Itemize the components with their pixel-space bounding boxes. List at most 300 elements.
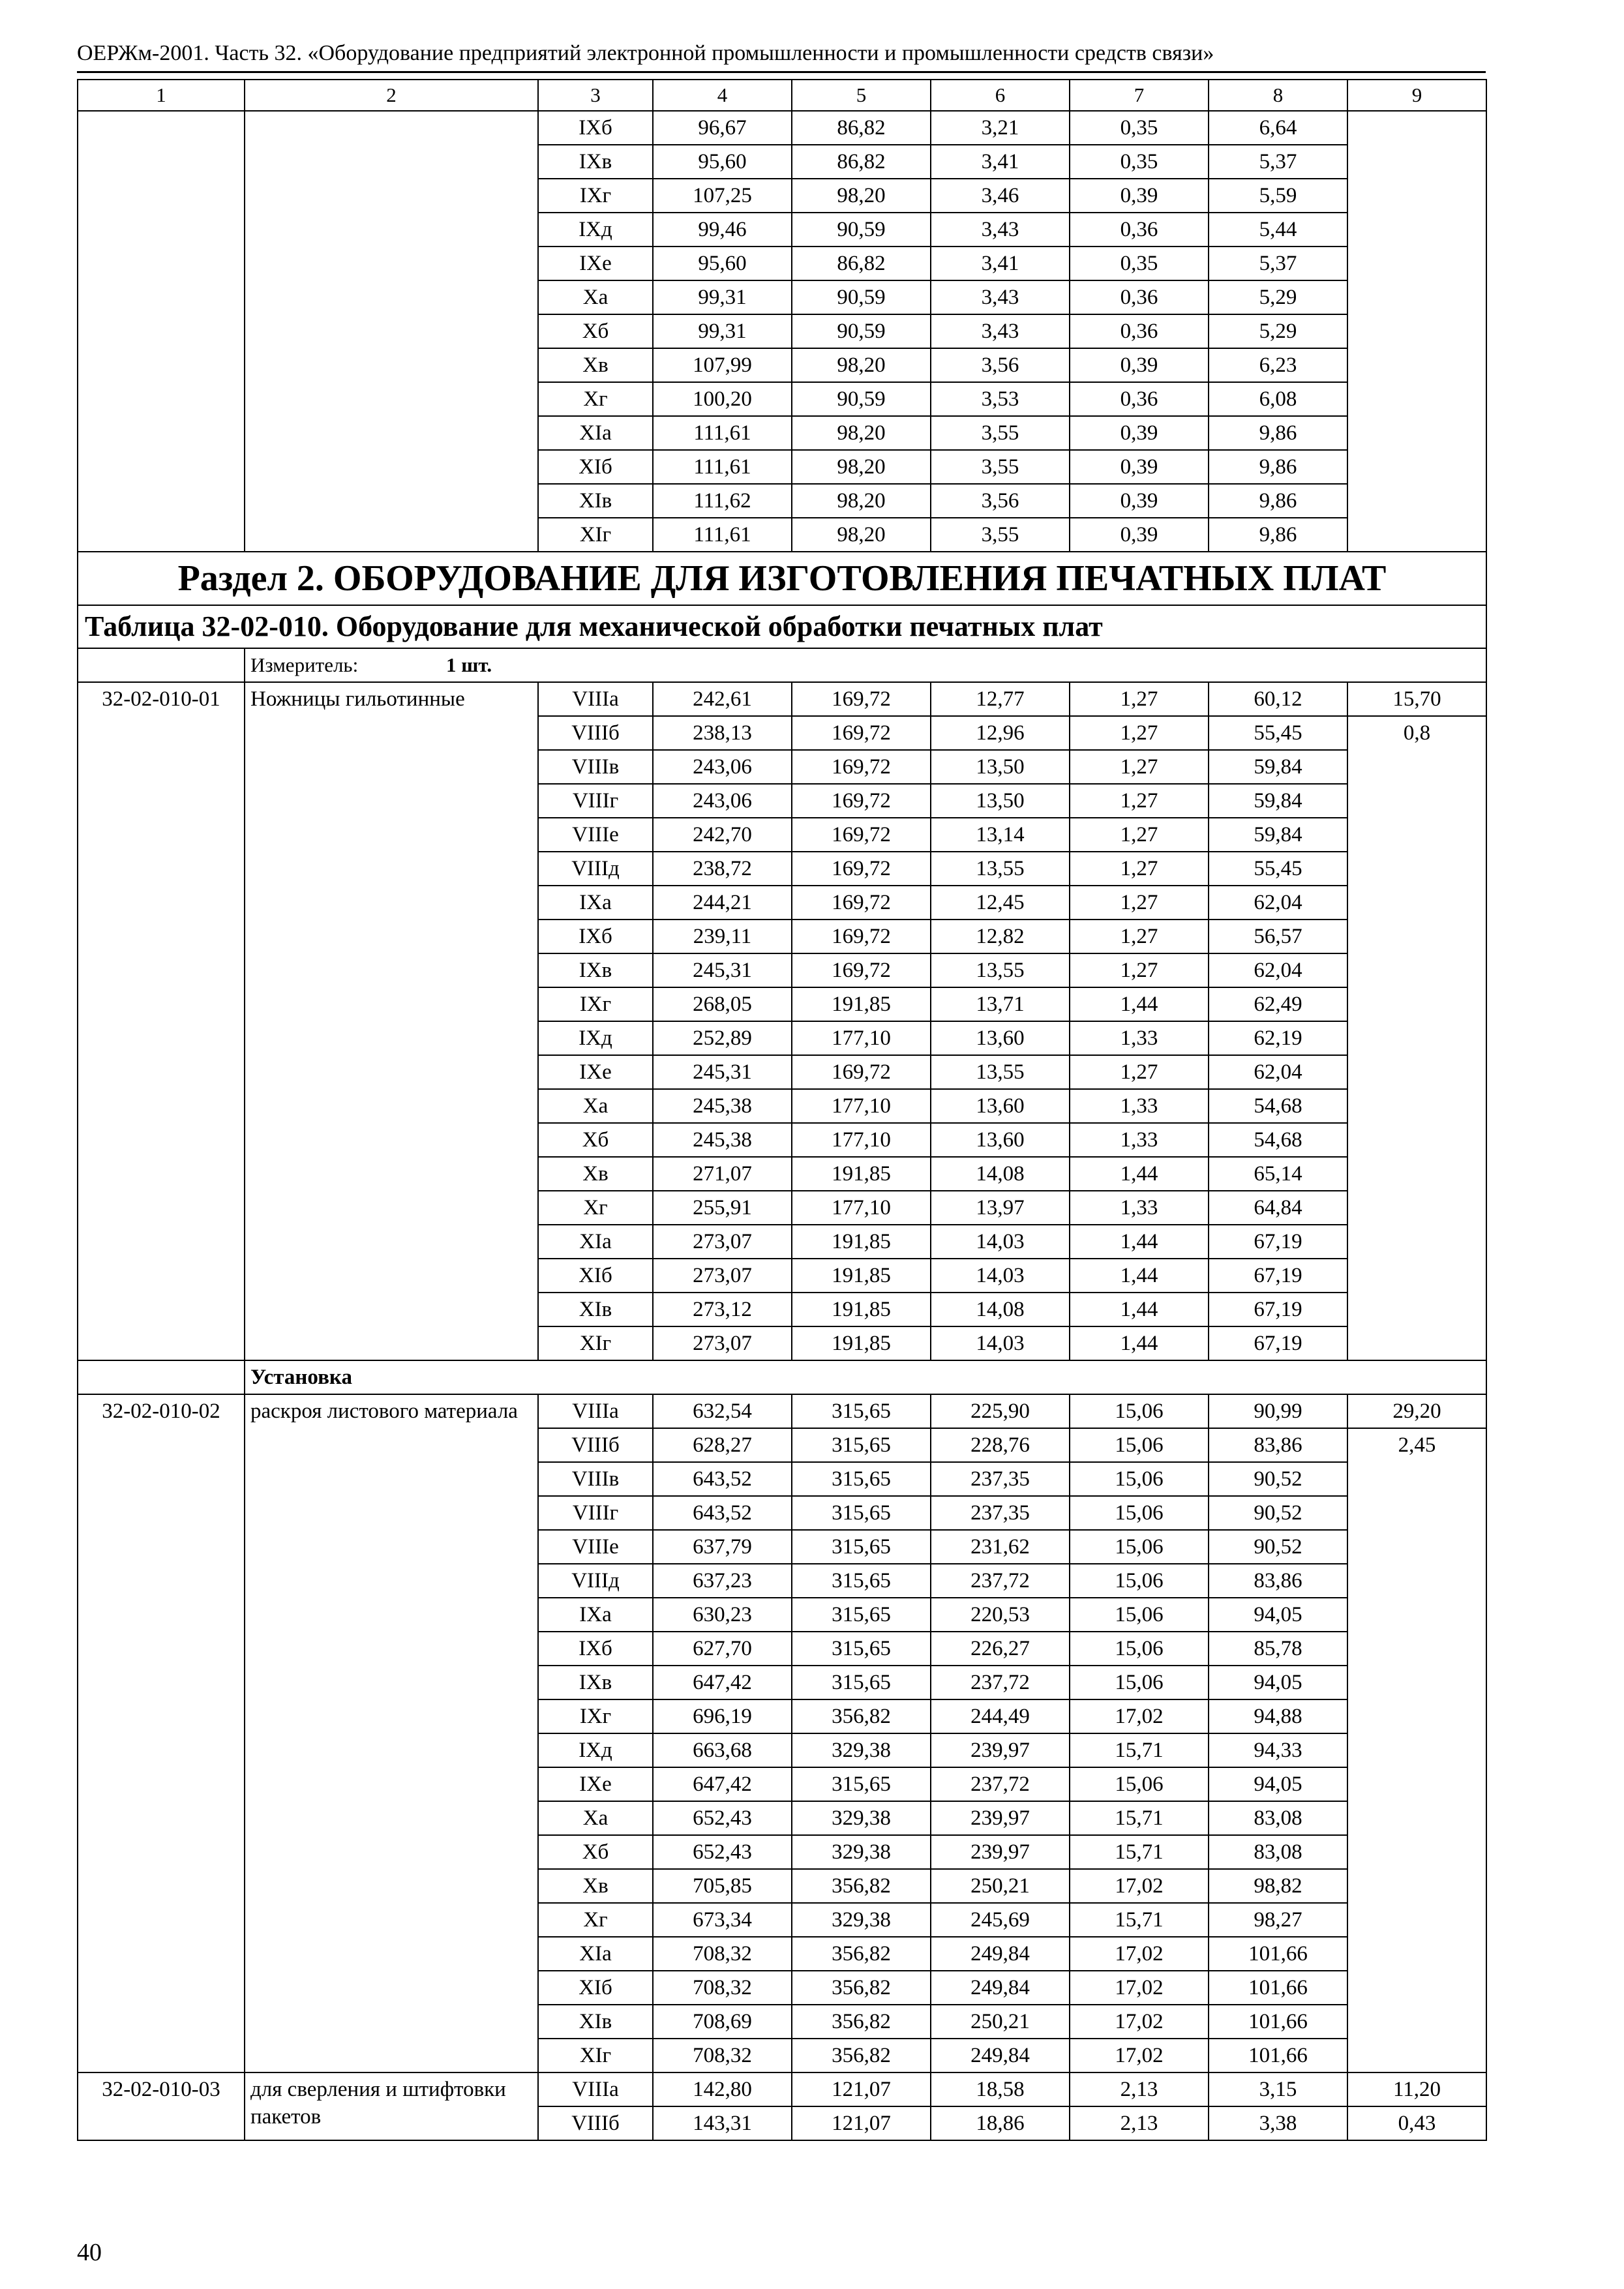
value-cell: 65,14 bbox=[1209, 1157, 1347, 1191]
value-cell: 9,86 bbox=[1209, 518, 1347, 552]
value-cell: 3,43 bbox=[931, 213, 1070, 247]
value-cell: 1,27 bbox=[1070, 682, 1209, 716]
value-cell: 0,39 bbox=[1070, 348, 1209, 382]
value-cell: 1,33 bbox=[1070, 1123, 1209, 1157]
value-cell: 15,06 bbox=[1070, 1598, 1209, 1632]
value-cell: 169,72 bbox=[792, 886, 931, 920]
table-title: Таблица 32-02-010. Оборудование для механической обработки печатных плат bbox=[78, 605, 1486, 648]
value-cell: 14,03 bbox=[931, 1326, 1070, 1360]
value-cell: 95,60 bbox=[653, 145, 792, 179]
value-cell: 1,44 bbox=[1070, 1225, 1209, 1259]
value-cell: 245,69 bbox=[931, 1903, 1070, 1937]
measure-label: Измеритель: bbox=[250, 653, 359, 676]
value-cell: 17,02 bbox=[1070, 1869, 1209, 1903]
value-cell: 239,97 bbox=[931, 1801, 1070, 1835]
value-cell: 94,05 bbox=[1209, 1767, 1347, 1801]
value-cell: 5,44 bbox=[1209, 213, 1347, 247]
value-cell: 273,12 bbox=[653, 1293, 792, 1326]
value-cell: 228,76 bbox=[931, 1428, 1070, 1462]
value-cell: 96,67 bbox=[653, 111, 792, 145]
measure-cell bbox=[245, 648, 1486, 682]
value-cell: 356,82 bbox=[792, 1869, 931, 1903]
value-cell: 315,65 bbox=[792, 1598, 931, 1632]
value-cell: 3,15 bbox=[1209, 2072, 1347, 2106]
value-cell: 15,71 bbox=[1070, 1835, 1209, 1869]
value-cell: 255,91 bbox=[653, 1191, 792, 1225]
zone-cell: IXг bbox=[538, 179, 653, 213]
zone-cell: IXб bbox=[538, 111, 653, 145]
value-cell: 15,06 bbox=[1070, 1767, 1209, 1801]
value-cell: 13,60 bbox=[931, 1089, 1070, 1123]
value-cell: 13,97 bbox=[931, 1191, 1070, 1225]
value-cell: 90,59 bbox=[792, 280, 931, 314]
value-cell: 238,72 bbox=[653, 852, 792, 886]
value-cell: 6,08 bbox=[1209, 382, 1347, 416]
value-cell: 14,08 bbox=[931, 1293, 1070, 1326]
value-cell: 94,33 bbox=[1209, 1733, 1347, 1767]
value-cell: 9,86 bbox=[1209, 484, 1347, 518]
labor-extra-1: 29,20 bbox=[1347, 1394, 1486, 1428]
value-cell: 315,65 bbox=[792, 1496, 931, 1530]
value-cell: 12,77 bbox=[931, 682, 1070, 716]
column-number: 8 bbox=[1209, 80, 1347, 111]
zone-cell: VIIIа bbox=[538, 2072, 653, 2106]
value-cell: 0,35 bbox=[1070, 145, 1209, 179]
labor-extra-1: 11,20 bbox=[1347, 2072, 1486, 2106]
zone-cell: VIIIв bbox=[538, 750, 653, 784]
value-cell: 67,19 bbox=[1209, 1326, 1347, 1360]
value-cell: 271,07 bbox=[653, 1157, 792, 1191]
value-cell: 191,85 bbox=[792, 987, 931, 1021]
zone-cell: XIа bbox=[538, 416, 653, 450]
value-cell: 237,72 bbox=[931, 1767, 1070, 1801]
value-cell: 1,33 bbox=[1070, 1089, 1209, 1123]
value-cell: 111,61 bbox=[653, 450, 792, 484]
value-cell: 0,36 bbox=[1070, 314, 1209, 348]
value-cell: 3,41 bbox=[931, 247, 1070, 280]
value-cell: 111,62 bbox=[653, 484, 792, 518]
value-cell: 13,50 bbox=[931, 750, 1070, 784]
value-cell: 315,65 bbox=[792, 1428, 931, 1462]
value-cell: 14,03 bbox=[931, 1259, 1070, 1293]
zone-cell: VIIIа bbox=[538, 682, 653, 716]
value-cell: 100,20 bbox=[653, 382, 792, 416]
section-row bbox=[78, 552, 1486, 605]
zone-cell: IXб bbox=[538, 1632, 653, 1666]
value-cell: 245,38 bbox=[653, 1123, 792, 1157]
value-cell: 90,52 bbox=[1209, 1530, 1347, 1564]
value-cell: 13,60 bbox=[931, 1021, 1070, 1055]
value-cell: 13,55 bbox=[931, 1055, 1070, 1089]
zone-cell: VIIIб bbox=[538, 2106, 653, 2140]
value-cell: 249,84 bbox=[931, 1971, 1070, 2005]
value-cell: 239,97 bbox=[931, 1835, 1070, 1869]
zone-cell: XIб bbox=[538, 1971, 653, 2005]
value-cell: 628,27 bbox=[653, 1428, 792, 1462]
zone-cell: VIIIг bbox=[538, 1496, 653, 1530]
value-cell: 99,31 bbox=[653, 280, 792, 314]
labor-extra-2: 0,43 bbox=[1347, 2106, 1486, 2140]
value-cell: 0,35 bbox=[1070, 111, 1209, 145]
value-cell: 315,65 bbox=[792, 1666, 931, 1699]
value-cell: 17,02 bbox=[1070, 1699, 1209, 1733]
value-cell: 647,42 bbox=[653, 1666, 792, 1699]
value-cell: 143,31 bbox=[653, 2106, 792, 2140]
value-cell: 90,52 bbox=[1209, 1496, 1347, 1530]
value-cell: 245,31 bbox=[653, 953, 792, 987]
value-cell: 62,04 bbox=[1209, 886, 1347, 920]
value-cell: 0,36 bbox=[1070, 382, 1209, 416]
value-cell: 169,72 bbox=[792, 784, 931, 818]
value-cell: 55,45 bbox=[1209, 852, 1347, 886]
value-cell: 708,32 bbox=[653, 1971, 792, 2005]
zone-cell: IXе bbox=[538, 1055, 653, 1089]
zone-cell: Xв bbox=[538, 1157, 653, 1191]
value-cell: 1,27 bbox=[1070, 886, 1209, 920]
value-cell: 55,45 bbox=[1209, 716, 1347, 750]
value-cell: 3,21 bbox=[931, 111, 1070, 145]
table-row bbox=[78, 111, 1486, 145]
page-header: ОЕРЖм-2001. Часть 32. «Оборудование предприятий электронной промышленности и промышленности средств связи» bbox=[77, 41, 1214, 65]
value-cell: 231,62 bbox=[931, 1530, 1070, 1564]
value-cell: 708,32 bbox=[653, 2039, 792, 2072]
value-cell: 17,02 bbox=[1070, 1971, 1209, 2005]
value-cell: 663,68 bbox=[653, 1733, 792, 1767]
value-cell: 1,33 bbox=[1070, 1021, 1209, 1055]
value-cell: 191,85 bbox=[792, 1259, 931, 1293]
value-cell: 90,59 bbox=[792, 382, 931, 416]
column-number: 3 bbox=[538, 80, 653, 111]
value-cell: 83,08 bbox=[1209, 1835, 1347, 1869]
value-cell: 356,82 bbox=[792, 1971, 931, 2005]
value-cell: 647,42 bbox=[653, 1767, 792, 1801]
value-cell: 67,19 bbox=[1209, 1259, 1347, 1293]
value-cell: 12,96 bbox=[931, 716, 1070, 750]
value-cell: 1,44 bbox=[1070, 1326, 1209, 1360]
value-cell: 111,61 bbox=[653, 518, 792, 552]
code-cell bbox=[78, 111, 245, 552]
value-cell: 98,20 bbox=[792, 518, 931, 552]
value-cell: 0,36 bbox=[1070, 280, 1209, 314]
value-cell: 85,78 bbox=[1209, 1632, 1347, 1666]
zone-cell: IXд bbox=[538, 1021, 653, 1055]
value-cell: 121,07 bbox=[792, 2072, 931, 2106]
value-cell: 142,80 bbox=[653, 2072, 792, 2106]
column-number: 6 bbox=[931, 80, 1070, 111]
value-cell: 86,82 bbox=[792, 247, 931, 280]
value-cell: 15,06 bbox=[1070, 1666, 1209, 1699]
value-cell: 191,85 bbox=[792, 1225, 931, 1259]
value-cell: 1,44 bbox=[1070, 1259, 1209, 1293]
column-number: 1 bbox=[78, 80, 245, 111]
value-cell: 98,20 bbox=[792, 179, 931, 213]
zone-cell: IXв bbox=[538, 953, 653, 987]
column-number-row bbox=[78, 80, 1486, 111]
zone-cell: VIIIг bbox=[538, 784, 653, 818]
value-cell: 2,13 bbox=[1070, 2106, 1209, 2140]
value-cell: 245,31 bbox=[653, 1055, 792, 1089]
value-cell: 0,36 bbox=[1070, 213, 1209, 247]
zone-cell: Xб bbox=[538, 314, 653, 348]
value-cell: 356,82 bbox=[792, 2005, 931, 2039]
section-title: Раздел 2. ОБОРУДОВАНИЕ ДЛЯ ИЗГОТОВЛЕНИЯ ПЕЧАТНЫХ ПЛАТ bbox=[78, 552, 1486, 605]
table-row bbox=[78, 1394, 1486, 1428]
zone-cell: VIIIд bbox=[538, 852, 653, 886]
value-cell: 90,52 bbox=[1209, 1462, 1347, 1496]
value-cell: 0,39 bbox=[1070, 416, 1209, 450]
value-cell: 59,84 bbox=[1209, 784, 1347, 818]
value-cell: 244,49 bbox=[931, 1699, 1070, 1733]
value-cell: 67,19 bbox=[1209, 1225, 1347, 1259]
header-rule bbox=[77, 71, 1486, 73]
page-number: 40 bbox=[77, 2239, 102, 2266]
value-cell: 14,08 bbox=[931, 1157, 1070, 1191]
value-cell: 356,82 bbox=[792, 2039, 931, 2072]
subheading-row bbox=[78, 1360, 1486, 1394]
value-cell: 3,46 bbox=[931, 179, 1070, 213]
value-cell: 273,07 bbox=[653, 1259, 792, 1293]
table-row bbox=[78, 2072, 1486, 2106]
value-cell: 177,10 bbox=[792, 1021, 931, 1055]
value-cell: 0,39 bbox=[1070, 179, 1209, 213]
value-cell: 191,85 bbox=[792, 1293, 931, 1326]
value-cell: 15,06 bbox=[1070, 1632, 1209, 1666]
rate-name: для сверления и штифтовки пакетов bbox=[245, 2072, 538, 2140]
table-title-row bbox=[78, 605, 1486, 648]
value-cell: 18,86 bbox=[931, 2106, 1070, 2140]
value-cell: 245,38 bbox=[653, 1089, 792, 1123]
value-cell: 177,10 bbox=[792, 1089, 931, 1123]
value-cell: 242,70 bbox=[653, 818, 792, 852]
value-cell: 191,85 bbox=[792, 1157, 931, 1191]
value-cell: 12,82 bbox=[931, 920, 1070, 953]
value-cell: 3,56 bbox=[931, 348, 1070, 382]
value-cell: 705,85 bbox=[653, 1869, 792, 1903]
value-cell: 252,89 bbox=[653, 1021, 792, 1055]
value-cell: 249,84 bbox=[931, 2039, 1070, 2072]
value-cell: 1,27 bbox=[1070, 1055, 1209, 1089]
value-cell: 90,59 bbox=[792, 213, 931, 247]
value-cell: 637,79 bbox=[653, 1530, 792, 1564]
value-cell: 64,84 bbox=[1209, 1191, 1347, 1225]
zone-cell: IXе bbox=[538, 1767, 653, 1801]
zone-cell: VIIIе bbox=[538, 818, 653, 852]
value-cell: 17,02 bbox=[1070, 1937, 1209, 1971]
value-cell: 3,55 bbox=[931, 416, 1070, 450]
labor-extra-2: 2,45 bbox=[1347, 1428, 1486, 2072]
value-cell: 1,27 bbox=[1070, 852, 1209, 886]
value-cell: 6,64 bbox=[1209, 111, 1347, 145]
column-number: 7 bbox=[1070, 80, 1209, 111]
value-cell: 17,02 bbox=[1070, 2039, 1209, 2072]
zone-cell: XIг bbox=[538, 1326, 653, 1360]
value-cell: 5,29 bbox=[1209, 280, 1347, 314]
value-cell: 9,86 bbox=[1209, 416, 1347, 450]
value-cell: 14,03 bbox=[931, 1225, 1070, 1259]
value-cell: 3,55 bbox=[931, 450, 1070, 484]
column-number: 5 bbox=[792, 80, 931, 111]
value-cell: 94,88 bbox=[1209, 1699, 1347, 1733]
value-cell: 1,44 bbox=[1070, 987, 1209, 1021]
value-cell: 107,25 bbox=[653, 179, 792, 213]
zone-cell: XIб bbox=[538, 1259, 653, 1293]
value-cell: 94,05 bbox=[1209, 1666, 1347, 1699]
value-cell: 3,53 bbox=[931, 382, 1070, 416]
value-cell: 329,38 bbox=[792, 1733, 931, 1767]
value-cell: 3,38 bbox=[1209, 2106, 1347, 2140]
value-cell: 708,69 bbox=[653, 2005, 792, 2039]
value-cell: 237,72 bbox=[931, 1666, 1070, 1699]
value-cell: 226,27 bbox=[931, 1632, 1070, 1666]
value-cell: 169,72 bbox=[792, 818, 931, 852]
extra-cell bbox=[1347, 111, 1486, 552]
value-cell: 95,60 bbox=[653, 247, 792, 280]
zone-cell: IXв bbox=[538, 145, 653, 179]
value-cell: 1,27 bbox=[1070, 716, 1209, 750]
measure-row bbox=[78, 648, 1486, 682]
value-cell: 94,05 bbox=[1209, 1598, 1347, 1632]
value-cell: 9,86 bbox=[1209, 450, 1347, 484]
value-cell: 239,97 bbox=[931, 1733, 1070, 1767]
value-cell: 6,23 bbox=[1209, 348, 1347, 382]
value-cell: 98,20 bbox=[792, 348, 931, 382]
value-cell: 238,13 bbox=[653, 716, 792, 750]
value-cell: 643,52 bbox=[653, 1496, 792, 1530]
zone-cell: IXе bbox=[538, 247, 653, 280]
value-cell: 98,27 bbox=[1209, 1903, 1347, 1937]
value-cell: 673,34 bbox=[653, 1903, 792, 1937]
measure-value: 1 шт. bbox=[446, 653, 492, 676]
value-cell: 315,65 bbox=[792, 1394, 931, 1428]
value-cell: 3,56 bbox=[931, 484, 1070, 518]
value-cell: 630,23 bbox=[653, 1598, 792, 1632]
value-cell: 315,65 bbox=[792, 1564, 931, 1598]
value-cell: 237,72 bbox=[931, 1564, 1070, 1598]
value-cell: 17,02 bbox=[1070, 2005, 1209, 2039]
zone-cell: IXб bbox=[538, 920, 653, 953]
zone-cell: VIIIб bbox=[538, 716, 653, 750]
zone-cell: VIIIе bbox=[538, 1530, 653, 1564]
value-cell: 0,35 bbox=[1070, 247, 1209, 280]
value-cell: 237,35 bbox=[931, 1496, 1070, 1530]
table-row bbox=[78, 682, 1486, 716]
value-cell: 101,66 bbox=[1209, 2005, 1347, 2039]
rate-code: 32-02-010-03 bbox=[78, 2072, 245, 2140]
value-cell: 250,21 bbox=[931, 1869, 1070, 1903]
value-cell: 273,07 bbox=[653, 1326, 792, 1360]
value-cell: 13,60 bbox=[931, 1123, 1070, 1157]
value-cell: 13,14 bbox=[931, 818, 1070, 852]
zone-cell: IXа bbox=[538, 1598, 653, 1632]
zone-cell: IXд bbox=[538, 213, 653, 247]
value-cell: 3,43 bbox=[931, 314, 1070, 348]
value-cell: 244,21 bbox=[653, 886, 792, 920]
value-cell: 12,45 bbox=[931, 886, 1070, 920]
value-cell: 15,71 bbox=[1070, 1903, 1209, 1937]
zone-cell: Xг bbox=[538, 382, 653, 416]
value-cell: 13,71 bbox=[931, 987, 1070, 1021]
name-cell bbox=[245, 111, 538, 552]
value-cell: 62,49 bbox=[1209, 987, 1347, 1021]
rate-name: раскроя листового материала bbox=[245, 1394, 538, 2072]
zone-cell: Xг bbox=[538, 1903, 653, 1937]
value-cell: 0,39 bbox=[1070, 450, 1209, 484]
value-cell: 1,27 bbox=[1070, 920, 1209, 953]
value-cell: 242,61 bbox=[653, 682, 792, 716]
zone-cell: XIв bbox=[538, 1293, 653, 1326]
value-cell: 1,27 bbox=[1070, 750, 1209, 784]
value-cell: 15,06 bbox=[1070, 1462, 1209, 1496]
value-cell: 99,46 bbox=[653, 213, 792, 247]
zone-cell: IXв bbox=[538, 1666, 653, 1699]
zone-cell: XIв bbox=[538, 484, 653, 518]
value-cell: 169,72 bbox=[792, 716, 931, 750]
value-cell: 86,82 bbox=[792, 145, 931, 179]
value-cell: 169,72 bbox=[792, 920, 931, 953]
value-cell: 5,29 bbox=[1209, 314, 1347, 348]
value-cell: 5,59 bbox=[1209, 179, 1347, 213]
value-cell: 652,43 bbox=[653, 1835, 792, 1869]
value-cell: 315,65 bbox=[792, 1632, 931, 1666]
value-cell: 632,54 bbox=[653, 1394, 792, 1428]
value-cell: 169,72 bbox=[792, 852, 931, 886]
value-cell: 59,84 bbox=[1209, 818, 1347, 852]
value-cell: 5,37 bbox=[1209, 247, 1347, 280]
measure-spacer bbox=[78, 648, 245, 682]
value-cell: 696,19 bbox=[653, 1699, 792, 1733]
value-cell: 111,61 bbox=[653, 416, 792, 450]
value-cell: 5,37 bbox=[1209, 145, 1347, 179]
value-cell: 243,06 bbox=[653, 750, 792, 784]
value-cell: 67,19 bbox=[1209, 1293, 1347, 1326]
value-cell: 0,39 bbox=[1070, 518, 1209, 552]
value-cell: 169,72 bbox=[792, 953, 931, 987]
column-number: 4 bbox=[653, 80, 792, 111]
zone-cell: XIа bbox=[538, 1225, 653, 1259]
value-cell: 1,27 bbox=[1070, 784, 1209, 818]
zone-cell: XIг bbox=[538, 2039, 653, 2072]
value-cell: 3,55 bbox=[931, 518, 1070, 552]
value-cell: 101,66 bbox=[1209, 2039, 1347, 2072]
value-cell: 62,19 bbox=[1209, 1021, 1347, 1055]
zone-cell: VIIIб bbox=[538, 1428, 653, 1462]
value-cell: 15,06 bbox=[1070, 1564, 1209, 1598]
value-cell: 329,38 bbox=[792, 1801, 931, 1835]
zone-cell: XIг bbox=[538, 518, 653, 552]
value-cell: 1,27 bbox=[1070, 953, 1209, 987]
value-cell: 177,10 bbox=[792, 1191, 931, 1225]
value-cell: 225,90 bbox=[931, 1394, 1070, 1428]
value-cell: 15,06 bbox=[1070, 1394, 1209, 1428]
column-number: 9 bbox=[1347, 80, 1486, 111]
value-cell: 98,82 bbox=[1209, 1869, 1347, 1903]
value-cell: 83,08 bbox=[1209, 1801, 1347, 1835]
value-cell: 13,55 bbox=[931, 953, 1070, 987]
value-cell: 177,10 bbox=[792, 1123, 931, 1157]
zone-cell: IXд bbox=[538, 1733, 653, 1767]
value-cell: 0,39 bbox=[1070, 484, 1209, 518]
value-cell: 60,12 bbox=[1209, 682, 1347, 716]
value-cell: 652,43 bbox=[653, 1801, 792, 1835]
value-cell: 220,53 bbox=[931, 1598, 1070, 1632]
value-cell: 250,21 bbox=[931, 2005, 1070, 2039]
zone-cell: Xв bbox=[538, 348, 653, 382]
value-cell: 1,27 bbox=[1070, 818, 1209, 852]
value-cell: 329,38 bbox=[792, 1903, 931, 1937]
rate-name: Ножницы гильотинные bbox=[245, 682, 538, 1360]
value-cell: 627,70 bbox=[653, 1632, 792, 1666]
zone-cell: Xа bbox=[538, 1089, 653, 1123]
